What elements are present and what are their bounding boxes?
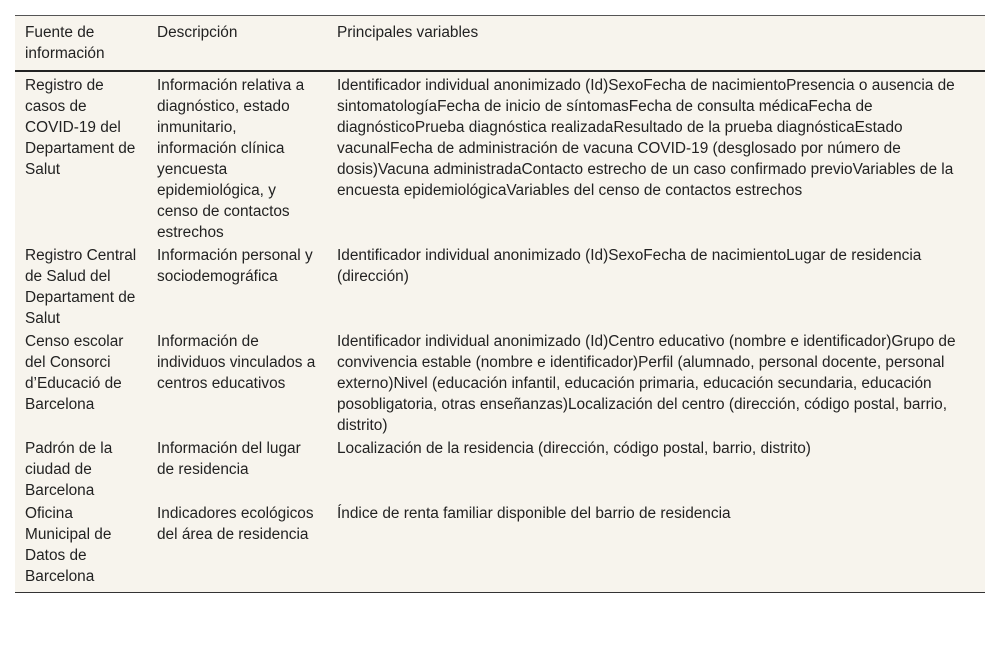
cell-description: Información relativa a diagnóstico, estado inmunitario, información clínica yencuesta epidemiológica, y censo de contactos estrechos — [157, 77, 305, 241]
cell-description: Indicadores ecológicos del área de residencia — [157, 505, 314, 543]
table-header-row — [15, 16, 985, 72]
header-description: Descripción — [157, 24, 238, 41]
cell-description: Información de individuos vinculados a centros educativos — [157, 333, 316, 392]
table-row — [15, 71, 985, 244]
data-sources-table — [15, 15, 985, 593]
cell-source: Padrón de la ciudad de Barcelona — [25, 440, 113, 499]
header-variables: Principales variables — [337, 24, 479, 41]
cell-source: Registro de casos de COVID-19 del Departament de Salut — [25, 77, 136, 178]
cell-source: Censo escolar del Consorci d’Educació de Barcelona — [25, 333, 124, 413]
table-row — [15, 330, 985, 437]
table-row — [15, 244, 985, 330]
cell-variables: Localización de la residencia (dirección, código postal, barrio, distrito) — [337, 440, 811, 457]
cell-description: Información del lugar de residencia — [157, 440, 301, 478]
cell-variables: Identificador individual anonimizado (Id)SexoFecha de nacimientoLugar de residencia (dirección) — [337, 247, 922, 285]
cell-variables: Índice de renta familiar disponible del barrio de residencia — [337, 505, 731, 522]
table-row — [15, 502, 985, 593]
header-source: Fuente de información — [25, 24, 105, 62]
cell-source: Registro Central de Salud del Departament de Salut — [25, 247, 137, 327]
cell-description: Información personal y sociodemográfica — [157, 247, 313, 285]
table-row — [15, 437, 985, 502]
cell-variables: Identificador individual anonimizado (Id)SexoFecha de nacimientoPresencia o ausencia de sintomatologíaFecha de inicio de síntomasFecha de consulta médicaFecha de diagnósticoPrueba diagnóstica realizadaResultado de la prueba diagnósticaEstado vacunalFecha de administración de vacuna COVID-19 (desglosado por número de dosis)Vacuna administradaContacto estrecho de un caso confirmado previoVariables de la encuesta epidemiológicaVariables del censo de contactos estrechos — [337, 77, 955, 199]
cell-source: Oficina Municipal de Datos de Barcelona — [25, 505, 112, 585]
cell-variables: Identificador individual anonimizado (Id)Centro educativo (nombre e identificador)Grupo de convivencia estable (nombre e identificador)Perfil (alumnado, personal docente, personal externo)Nivel (educación infantil, educación primaria, educación secundaria, educación posobligatoria, otras enseñanzas)Localización del centro (dirección, código postal, barrio, distrito) — [337, 333, 956, 434]
data-sources-table-container — [15, 15, 985, 593]
